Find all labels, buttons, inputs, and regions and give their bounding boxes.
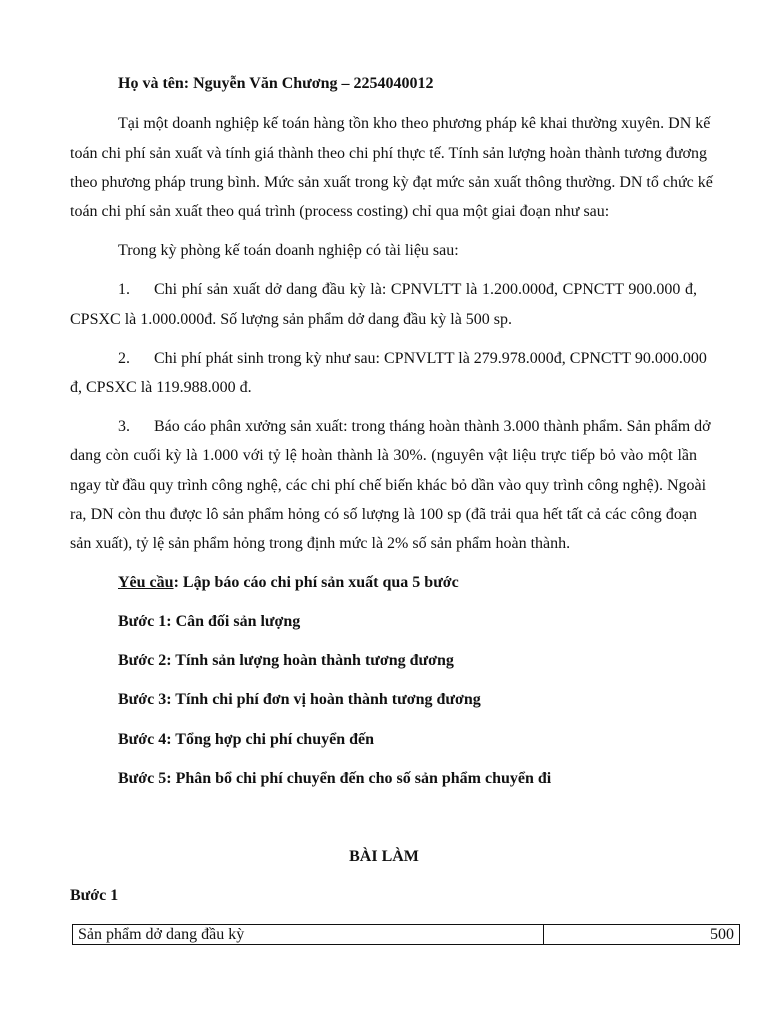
step-item: Bước 2: Tính sản lượng hoàn thành tương đương (118, 652, 454, 669)
table-row (73, 925, 740, 945)
list-item-number: 3. (118, 418, 130, 435)
intro-line: Tại một doanh nghiệp kế toán hàng tồn kho theo phương pháp kê khai thường xuyên. DN kế (118, 115, 711, 132)
list-item-line: ngay từ đầu quy trình công nghệ, các chi phí chế biến khác bỏ dần vào quy trình công nghệ). Ngoài (70, 477, 707, 494)
list-item-number: 1. (118, 281, 130, 298)
list-item-number: 2. (118, 350, 130, 367)
requirement-line (118, 573, 459, 593)
list-item-line (118, 417, 711, 437)
list-item-text: Chi phí phát sinh trong kỳ như sau: CPNVLTT là 279.978.000đ, CPNCTT 90.000.000 (154, 350, 707, 367)
list-item-line (118, 280, 697, 300)
list-item-line: đ, CPSXC là 119.988.000 đ. (70, 379, 252, 396)
table-cell-value: 500 (544, 925, 740, 945)
solution-title: BÀI LÀM (349, 848, 419, 865)
step-item: Bước 3: Tính chi phí đơn vị hoàn thành tương đương (118, 691, 481, 708)
documents-intro: Trong kỳ phòng kế toán doanh nghiệp có tài liệu sau: (118, 242, 459, 259)
list-item-line: ra, DN còn thu được lô sản phẩm hỏng có số lượng là 100 sp (đã trải qua hết tất cả các công đoạn (70, 506, 697, 523)
step-item: Bước 1: Cân đối sản lượng (118, 613, 301, 630)
table-cell-label: Sản phẩm dở dang đầu kỳ (73, 925, 544, 945)
step-item: Bước 4: Tổng hợp chi phí chuyển đến (118, 731, 374, 748)
list-item-line: dang còn cuối kỳ là 1.000 với tỷ lệ hoàn thành là 30%. (nguyên vật liệu trực tiếp bỏ vào một lần (70, 447, 697, 464)
list-item-text: Báo cáo phân xưởng sản xuất: trong tháng hoàn thành 3.000 thành phẩm. Sản phẩm dở (154, 418, 711, 435)
list-item-line: CPSXC là 1.000.000đ. Số lượng sản phẩm dở dang đầu kỳ là 500 sp. (70, 311, 513, 328)
requirement-label: Yêu cầu (118, 574, 174, 591)
requirement-text: : Lập báo cáo chi phí sản xuất qua 5 bước (173, 574, 459, 591)
intro-line: toán chi phí sản xuất theo quá trình (process costing) chỉ qua một giai đoạn như sau: (70, 203, 610, 220)
step1-heading: Bước 1 (70, 887, 119, 904)
list-item-line (118, 349, 707, 369)
list-item-line: sản xuất), tỷ lệ sản phẩm hỏng trong định mức là 2% số sản phẩm hoàn thành. (70, 535, 571, 552)
quantity-table (72, 924, 740, 945)
list-item-text: Chi phí sản xuất dở dang đầu kỳ là: CPNVLTT là 1.200.000đ, CPNCTT 900.000 đ, (154, 281, 697, 298)
student-name-line: Họ và tên: Nguyễn Văn Chương – 2254040012 (118, 75, 434, 92)
intro-line: toán chi phí sản xuất và tính giá thành theo chi phí thực tế. Tính sản lượng hoàn thành tương đương (70, 145, 707, 162)
intro-line: theo phương pháp trung bình. Mức sản xuất trong kỳ đạt mức sản xuất thông thường. DN tổ chức kế (70, 174, 713, 191)
step-item: Bước 5: Phân bổ chi phí chuyển đến cho số sản phẩm chuyển đi (118, 770, 552, 787)
